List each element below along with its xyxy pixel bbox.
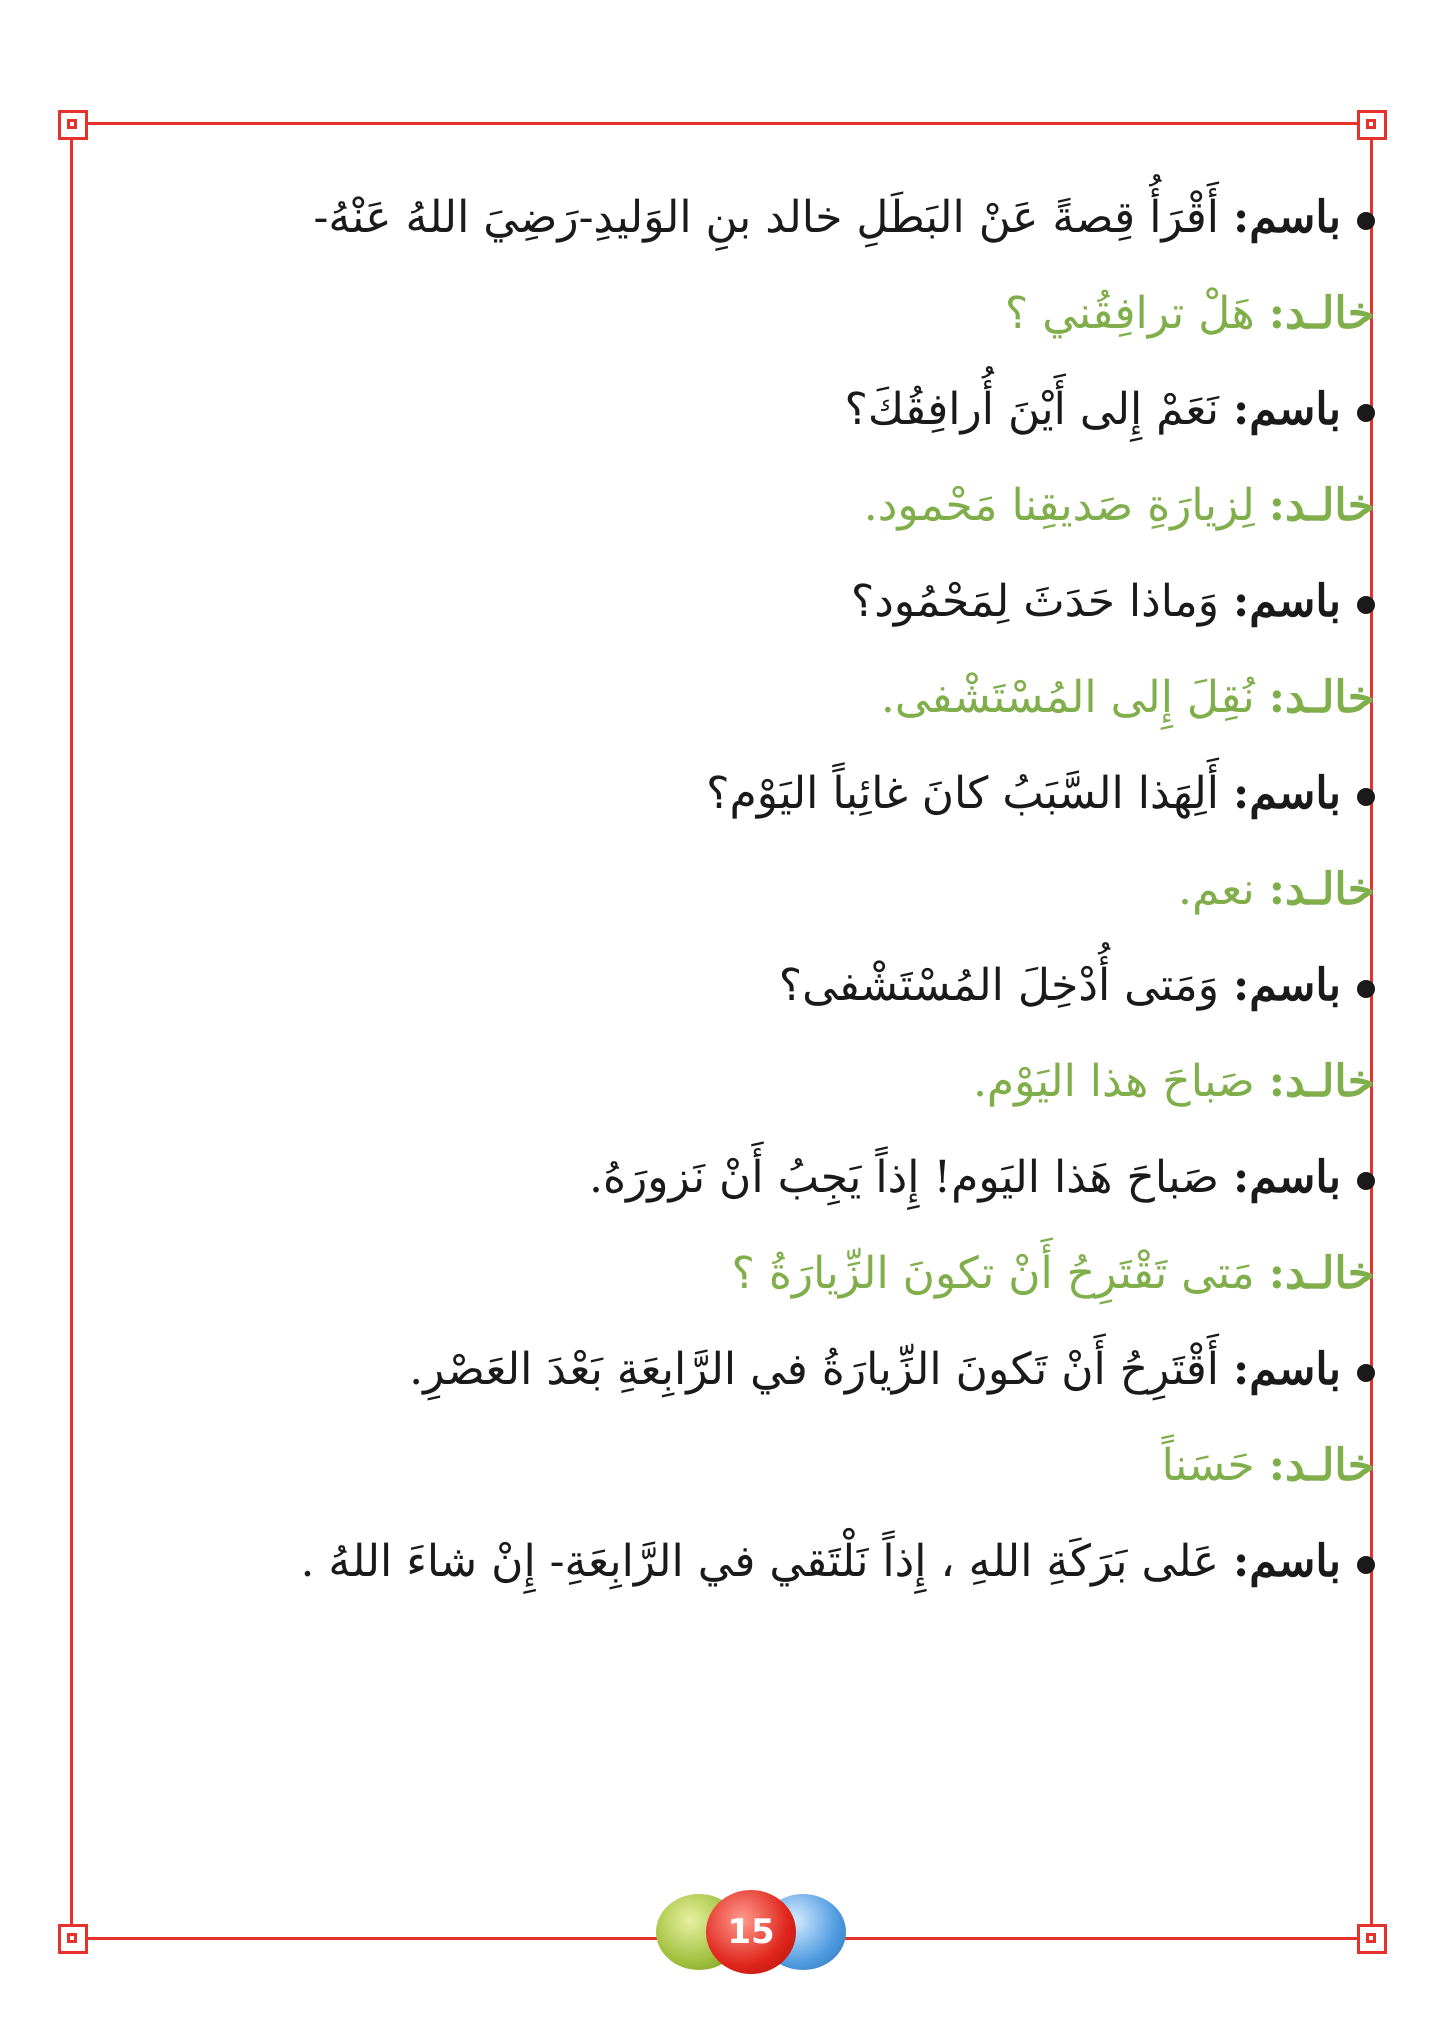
line-text: أَلِهَذا السَّبَبُ كانَ غائِباً اليَوْم؟ <box>706 768 1219 819</box>
line-text: نعم. <box>1178 864 1255 915</box>
line-text: أَقْرَأُ قِصةً عَنْ البَطَلِ خالد بنِ الوَليدِ-رَضِيَ اللهُ عَنْهُ- <box>313 192 1219 243</box>
speaker-name: باسم: <box>1232 576 1341 627</box>
speaker-name: خالـد: <box>1268 288 1375 339</box>
speaker-name: خالـد: <box>1268 1440 1375 1491</box>
bullet-icon <box>1357 1556 1375 1574</box>
line-text: حَسَناً <box>1161 1440 1255 1491</box>
line-text: مَتى تَقْتَرِحُ أَنْ تكونَ الزِّيارَةُ ؟ <box>731 1248 1255 1299</box>
line-text: صَباحَ هَذا اليَوم! إِذاً يَجِبُ أَنْ نَزورَهُ. <box>589 1152 1219 1203</box>
bullet-icon <box>1357 1364 1375 1382</box>
speaker-name: باسم: <box>1232 1344 1341 1395</box>
bullet-icon <box>1357 1172 1375 1190</box>
dialogue-line <box>110 1034 1375 1130</box>
speaker-name: باسم: <box>1232 768 1341 819</box>
page-number: 15 <box>706 1890 796 1974</box>
line-text: وَمَتى أُدْخِلَ المُسْتَشْفى؟ <box>778 960 1219 1011</box>
bullet-icon <box>1357 980 1375 998</box>
dialogue-line <box>110 1514 1375 1610</box>
speaker-name: باسم: <box>1232 1536 1341 1587</box>
dialogue-line <box>110 842 1375 938</box>
line-text: لِزيارَةِ صَديقِنا مَحْمود. <box>863 480 1255 531</box>
dialogue-line <box>110 266 1375 362</box>
line-text: هَلْ ترافِقُني ؟ <box>1004 288 1255 339</box>
frame-corner-ornament <box>1357 110 1387 140</box>
speaker-name: باسم: <box>1232 192 1341 243</box>
line-text: وَماذا حَدَثَ لِمَحْمُود؟ <box>850 576 1219 627</box>
frame-corner-ornament <box>58 110 88 140</box>
speaker-name: خالـد: <box>1268 1056 1375 1107</box>
frame-corner-ornament <box>58 1924 88 1954</box>
dialogue-line <box>110 938 1375 1034</box>
dialogue-line <box>110 1418 1375 1514</box>
bullet-icon <box>1357 212 1375 230</box>
line-text: عَلى بَرَكَةِ اللهِ ، إِذاً نَلْتَقي في الرَّابِعَةِ- إِنْ شاءَ اللهُ . <box>300 1536 1219 1587</box>
bullet-icon <box>1357 404 1375 422</box>
speaker-name: باسم: <box>1232 1152 1341 1203</box>
dialogue-line <box>110 1322 1375 1418</box>
dialogue-line <box>110 650 1375 746</box>
dialogue <box>110 170 1375 1610</box>
line-text: نُقِلَ إِلى المُسْتَشْفى. <box>880 672 1255 723</box>
speaker-name: خالـد: <box>1268 864 1375 915</box>
dialogue-line <box>110 458 1375 554</box>
speaker-name: باسم: <box>1232 960 1341 1011</box>
speaker-name: خالـد: <box>1268 480 1375 531</box>
dialogue-line <box>110 554 1375 650</box>
dialogue-line <box>110 1226 1375 1322</box>
speaker-name: خالـد: <box>1268 1248 1375 1299</box>
line-text: صَباحَ هذا اليَوْم. <box>972 1056 1255 1107</box>
frame-corner-ornament <box>1357 1924 1387 1954</box>
line-text: نَعَمْ إِلى أَيْنَ أُرافِقُكَ؟ <box>844 384 1219 435</box>
dialogue-line <box>110 746 1375 842</box>
bullet-icon <box>1357 596 1375 614</box>
line-text: أَقْتَرِحُ أَنْ تَكونَ الزِّيارَةُ في الرَّابِعَةِ بَعْدَ العَصْرِ. <box>409 1344 1219 1395</box>
bullet-icon <box>1357 788 1375 806</box>
speaker-name: باسم: <box>1232 384 1341 435</box>
dialogue-line <box>110 170 1375 266</box>
dialogue-line <box>110 1130 1375 1226</box>
dialogue-line <box>110 362 1375 458</box>
speaker-name: خالـد: <box>1268 672 1375 723</box>
